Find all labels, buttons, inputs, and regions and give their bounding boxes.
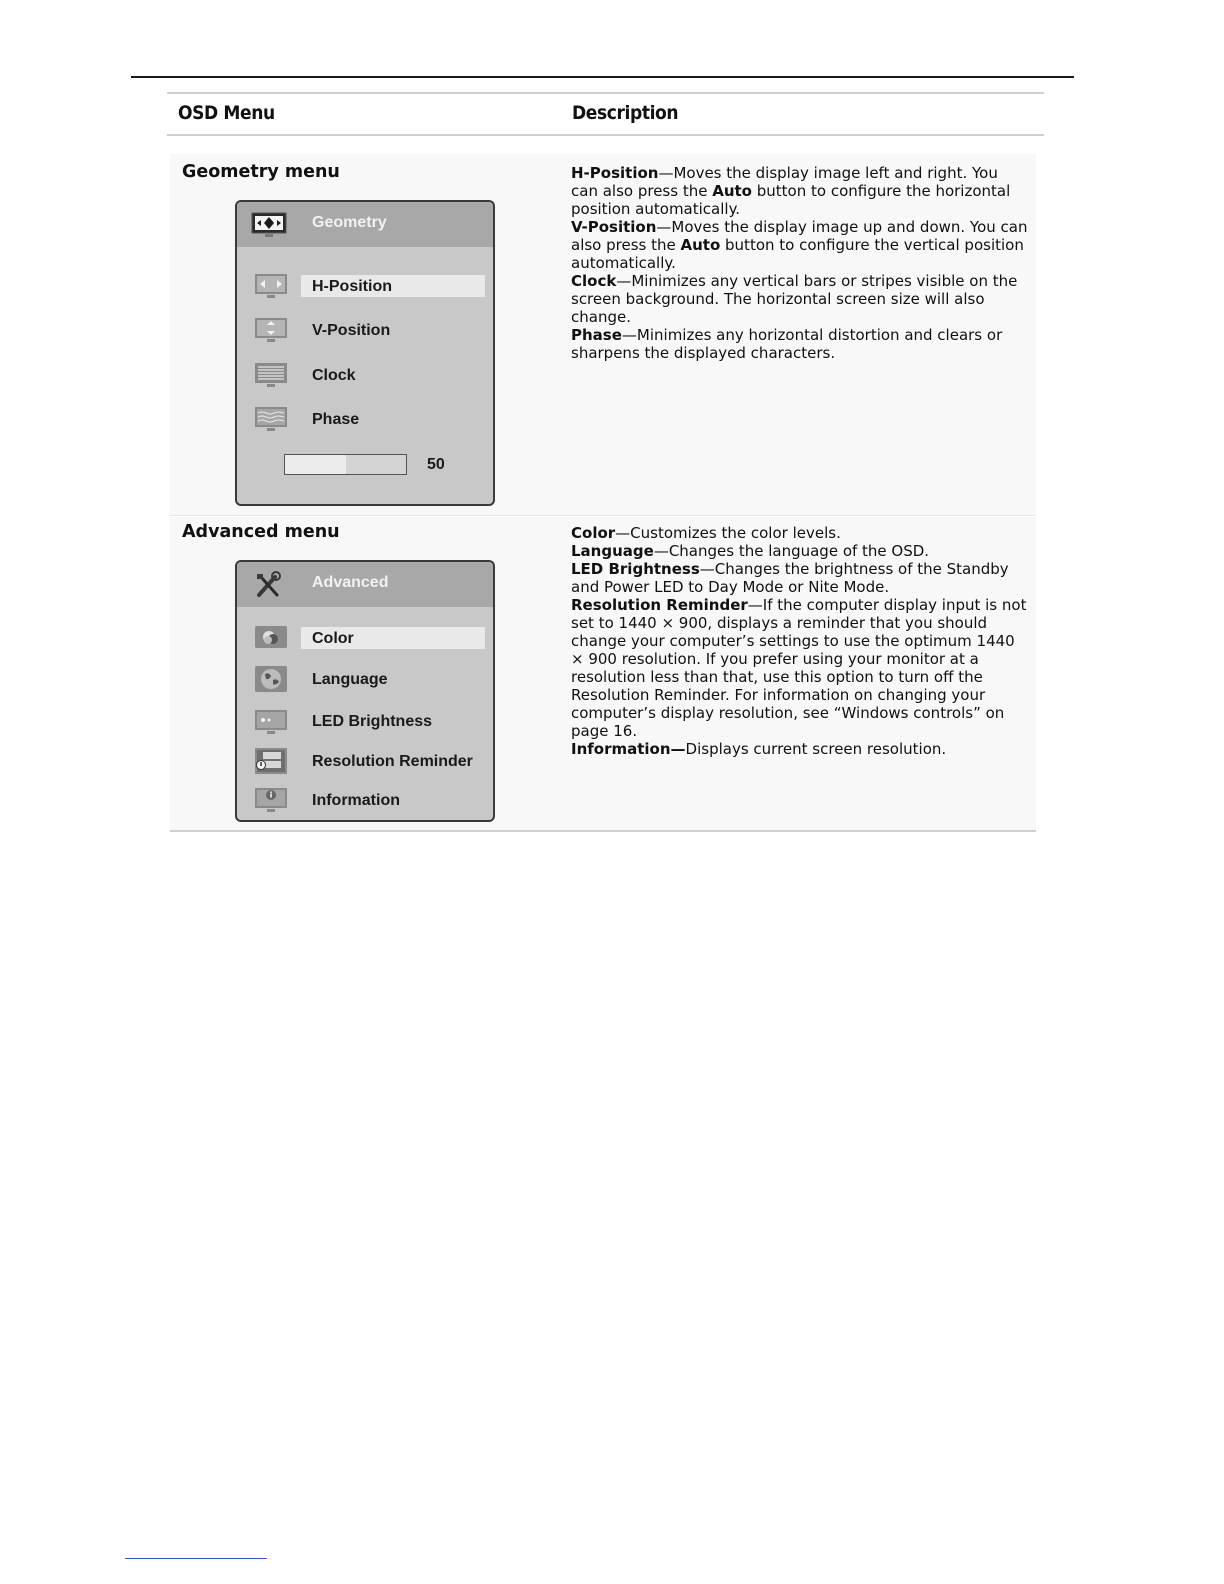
osd-item-color[interactable] — [237, 627, 493, 653]
clock-icon — [254, 361, 288, 391]
phase-icon — [254, 405, 288, 435]
osd-item-label: Phase — [312, 411, 360, 428]
geometry-osd-panel — [235, 200, 495, 506]
osd-item-label: Information — [312, 792, 400, 809]
footer-rule — [125, 1558, 267, 1559]
osd-menu-table — [167, 92, 1044, 809]
color-icon — [254, 624, 288, 654]
resolution-reminder-icon — [254, 747, 288, 777]
osd-item-resolution-reminder[interactable] — [237, 750, 493, 776]
osd-item-label: Color — [312, 630, 354, 647]
advanced-osd-panel — [235, 560, 495, 822]
table-header — [167, 92, 1044, 136]
osd-header — [237, 562, 493, 607]
desc-color: Color—Customizes the color levels. — [571, 524, 841, 542]
top-rule — [131, 76, 1074, 78]
desc-language: Language—Changes the language of the OSD. — [571, 542, 930, 560]
tools-icon — [251, 571, 289, 599]
desc-information: Information—Displays current screen resolution. — [571, 740, 947, 758]
osd-item-label: V-Position — [312, 322, 391, 339]
led-brightness-icon — [254, 707, 288, 737]
h-position-icon — [254, 272, 288, 302]
desc-v-position: V-Position—Moves the display image up and down. You can also press the Auto button to configure the vertical position automatically. — [571, 218, 1028, 272]
geometry-menu-title: Geometry menu — [182, 162, 340, 182]
osd-item-clock[interactable] — [237, 364, 493, 390]
slider-fill — [285, 455, 346, 474]
osd-header-title: Geometry — [312, 214, 387, 231]
osd-item-label: Language — [312, 671, 388, 688]
desc-resolution-reminder: Resolution Reminder—If the computer display input is not set to 1440 × 900, displays a reminder that you should change your computer’s settings to use the optimum 1440 × 900 resolution. If you prefer using your monitor at a resolution less than that, use this option to turn off the Resolution Reminder. For information on changing your computer’s display resolution, see “Windows controls” on page 16. — [571, 596, 1027, 740]
table-row-advanced — [170, 517, 1036, 832]
v-position-icon — [254, 316, 288, 346]
slider-value: 50 — [427, 456, 445, 473]
info-icon — [254, 786, 288, 816]
phase-slider[interactable] — [284, 454, 407, 475]
desc-clock: Clock—Minimizes any vertical bars or stripes visible on the screen background. The horizontal screen size will also change. — [571, 272, 1018, 326]
geometry-description — [571, 164, 1029, 362]
osd-item-h-position[interactable] — [237, 275, 493, 301]
osd-item-label: Clock — [312, 367, 356, 384]
globe-icon — [254, 665, 288, 695]
osd-item-label: Resolution Reminder — [312, 753, 473, 770]
osd-header — [237, 202, 493, 247]
advanced-description — [571, 524, 1029, 758]
desc-phase: Phase—Minimizes any horizontal distortion and clears or sharpens the displayed characters. — [571, 326, 1003, 362]
advanced-menu-title: Advanced menu — [182, 522, 340, 542]
osd-header-title: Advanced — [312, 574, 389, 591]
table-row-geometry — [170, 154, 1036, 516]
header-description: Description — [572, 102, 679, 124]
osd-item-label: LED Brightness — [312, 713, 433, 730]
osd-item-label: H-Position — [312, 278, 392, 295]
geometry-icon — [251, 211, 289, 239]
header-osd-menu: OSD Menu — [178, 102, 275, 124]
osd-item-led-brightness[interactable] — [237, 710, 493, 736]
osd-item-v-position[interactable] — [237, 319, 493, 345]
osd-item-phase[interactable] — [237, 408, 493, 434]
osd-item-language[interactable] — [237, 668, 493, 694]
desc-h-position: H-Position—Moves the display image left and right. You can also press the Auto button to configure the horizontal position automatically. — [571, 164, 1011, 218]
desc-led-brightness: LED Brightness—Changes the brightness of the Standby and Power LED to Day Mode or Nite Mode. — [571, 560, 1009, 596]
osd-item-information[interactable] — [237, 789, 493, 815]
